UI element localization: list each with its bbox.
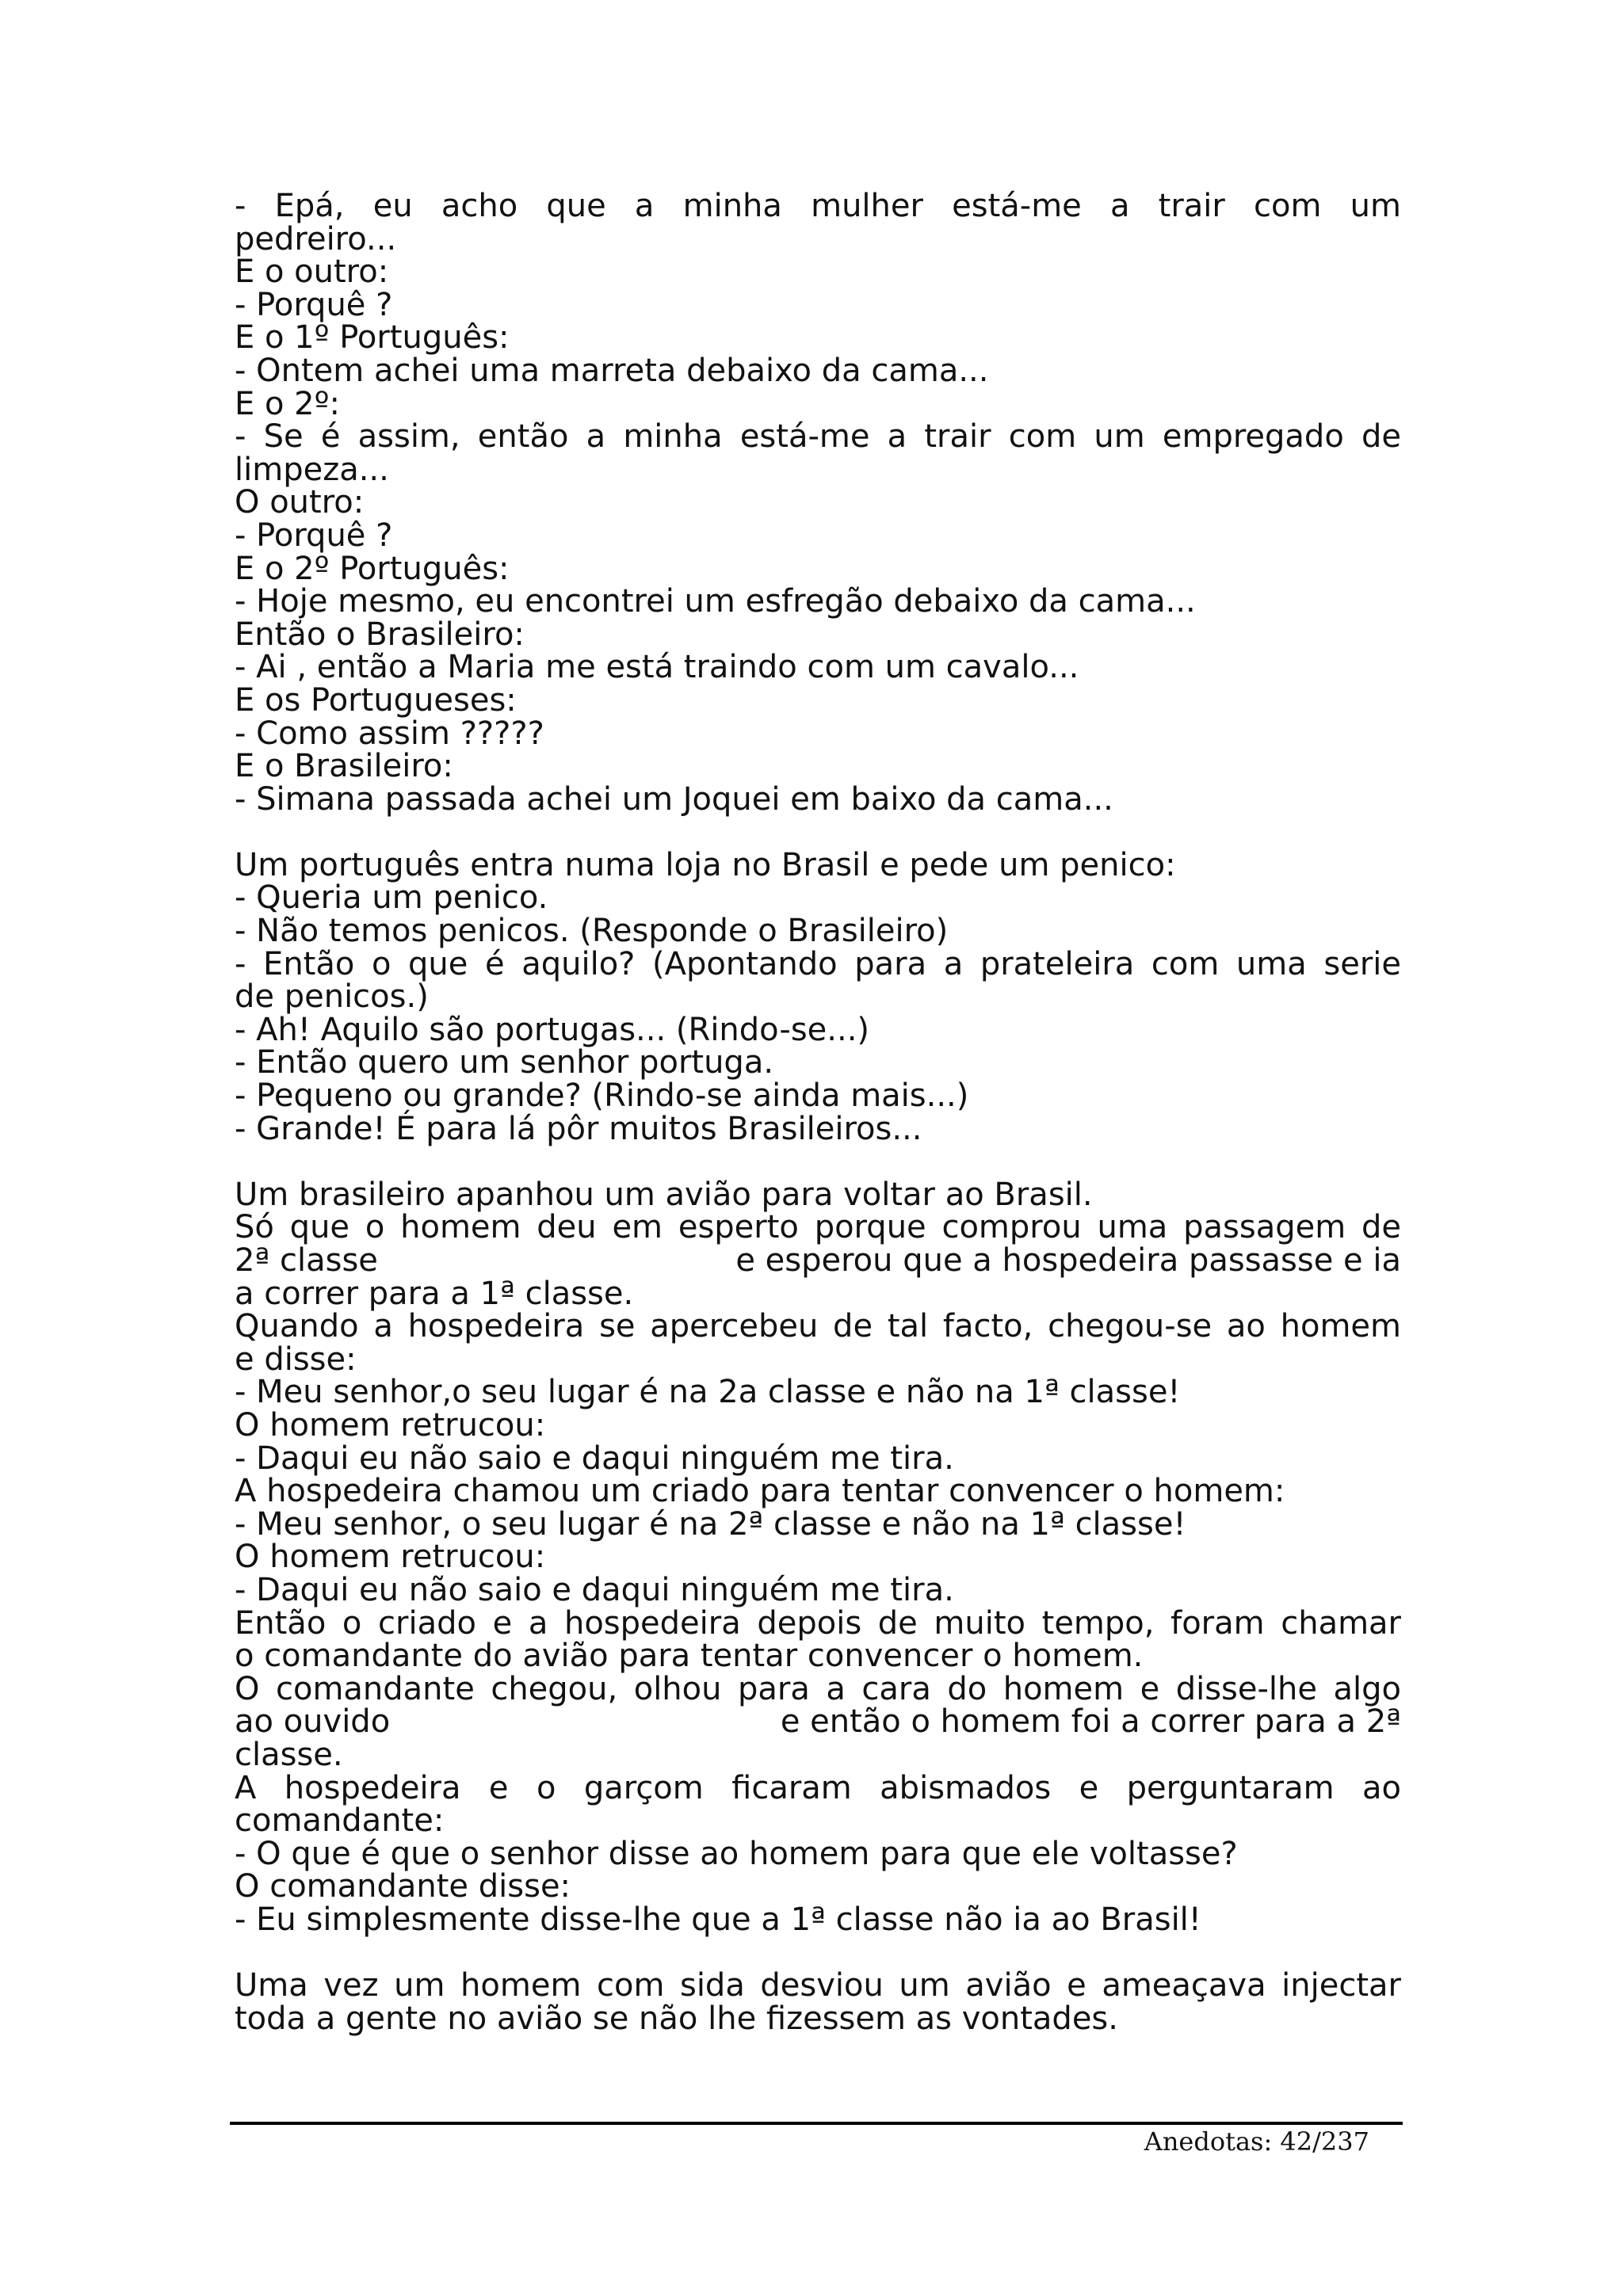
text-line: E o outro: — [235, 254, 389, 291]
text-line: O comandante chegou, olhou para a cara do homem e disse-lhe algo — [235, 1670, 1401, 1707]
text-line: - Grande! É para lá pôr muitos Brasileiros... — [235, 1110, 922, 1147]
text-line: - Então quero um senhor portuga. — [235, 1044, 774, 1081]
text-line: de penicos.) — [235, 978, 429, 1016]
text-line: toda a gente no avião se não lhe fizessem as vontades. — [235, 2000, 1118, 2037]
text-line: E o 2º: — [235, 385, 340, 422]
text-line: Uma vez um homem com sida desviou um avião e ameaçava injectar — [235, 1967, 1401, 2004]
text-line: comandante: — [235, 1802, 445, 1840]
paragraph-gap — [235, 1146, 1401, 1179]
text-line: - Daqui eu não saio e daqui ninguém me tira. — [235, 1440, 954, 1477]
text-line: O comandante disse: — [235, 1868, 571, 1905]
text-line: Só que o homem deu em esperto porque comprou uma passagem de — [235, 1209, 1401, 1246]
text-line-segment: e então o homem foi a correr para a 2ª — [780, 1703, 1401, 1741]
text-line: E o 1º Português: — [235, 319, 510, 357]
text-line: - Se é assim, então a minha está-me a trair com um empregado de — [235, 418, 1401, 456]
text-line: - Ontem achei uma marreta debaixo da cama... — [235, 352, 989, 389]
text-line: O homem retrucou: — [235, 1406, 546, 1444]
text-line: - Meu senhor,o seu lugar é na 2a classe e não na 1ª classe! — [235, 1374, 1181, 1411]
text-line: - Ai , então a Maria me está traindo com um cavalo... — [235, 649, 1079, 686]
text-line: E o 2º Português: — [235, 550, 510, 587]
text-line: a correr para a 1ª classe. — [235, 1275, 634, 1312]
text-line: Quando a hospedeira se apercebeu de tal facto, chegou-se ao homem — [235, 1308, 1401, 1345]
text-line: - Daqui eu não saio e daqui ninguém me tira. — [235, 1571, 954, 1608]
text-line: o comandante do avião para tentar convencer o homem. — [235, 1638, 1144, 1675]
text-line — [235, 1242, 1401, 1279]
text-line: O homem retrucou: — [235, 1539, 546, 1576]
text-line-segment: ao ouvido — [235, 1703, 391, 1741]
text-line: A hospedeira chamou um criado para tentar convencer o homem: — [235, 1473, 1285, 1510]
text-line: Um português entra numa loja no Brasil e pede um penico: — [235, 846, 1176, 883]
text-line — [235, 1703, 1401, 1741]
paragraph-gap — [235, 1936, 1401, 1970]
anedotas-body-text — [235, 190, 1401, 2035]
text-line: - Porquê ? — [235, 517, 393, 554]
text-line: - Epá, eu acho que a minha mulher está-me a trair com um — [235, 188, 1401, 224]
text-line: - Eu simplesmente disse-lhe que a 1ª classe não ia ao Brasil! — [235, 1901, 1201, 1938]
text-line: e disse: — [235, 1341, 357, 1378]
text-line: E os Portugueses: — [235, 681, 517, 719]
text-line: - Simana passada achei um Joquei em baixo da cama... — [235, 780, 1113, 818]
text-line: classe. — [235, 1736, 343, 1773]
text-line: - O que é que o senhor disse ao homem para que ele voltasse? — [235, 1835, 1238, 1872]
text-line-segment: e esperou que a hospedeira passasse e ia — [735, 1242, 1401, 1279]
text-line: Então o Brasileiro: — [235, 616, 525, 653]
text-line: - Então o que é aquilo? (Apontando para a prateleira com uma serie — [235, 945, 1401, 982]
footer-rule — [230, 2122, 1403, 2125]
text-line: - Como assim ????? — [235, 715, 544, 752]
text-line: limpeza... — [235, 451, 389, 488]
text-line: - Ah! Aquilo são portugas... (Rindo-se...) — [235, 1011, 870, 1048]
text-line: E o Brasileiro: — [235, 748, 453, 785]
text-line: - Não temos penicos. (Responde o Brasileiro) — [235, 913, 949, 950]
text-line: - Porquê ? — [235, 286, 393, 323]
text-line: - Pequeno ou grande? (Rindo-se ainda mais...) — [235, 1077, 969, 1115]
text-line: - Meu senhor, o seu lugar é na 2ª classe e não na 1ª classe! — [235, 1505, 1186, 1543]
text-line: - Hoje mesmo, eu encontrei um esfregão debaixo da cama... — [235, 583, 1196, 620]
page-number-label: Anedotas: 42/237 — [1144, 2126, 1369, 2157]
text-line: O outro: — [235, 484, 365, 521]
text-line: Então o criado e a hospedeira depois de muito tempo, foram chamar — [235, 1604, 1401, 1642]
paragraph-gap — [235, 816, 1401, 849]
text-line: - Queria um penico. — [235, 879, 548, 917]
text-line: pedreiro... — [235, 220, 397, 257]
text-line: A hospedeira e o garçom ficaram abismados e perguntaram ao — [235, 1769, 1401, 1806]
text-line-segment: 2ª classe — [235, 1242, 378, 1279]
text-line: Um brasileiro apanhou um avião para voltar ao Brasil. — [235, 1176, 1093, 1213]
